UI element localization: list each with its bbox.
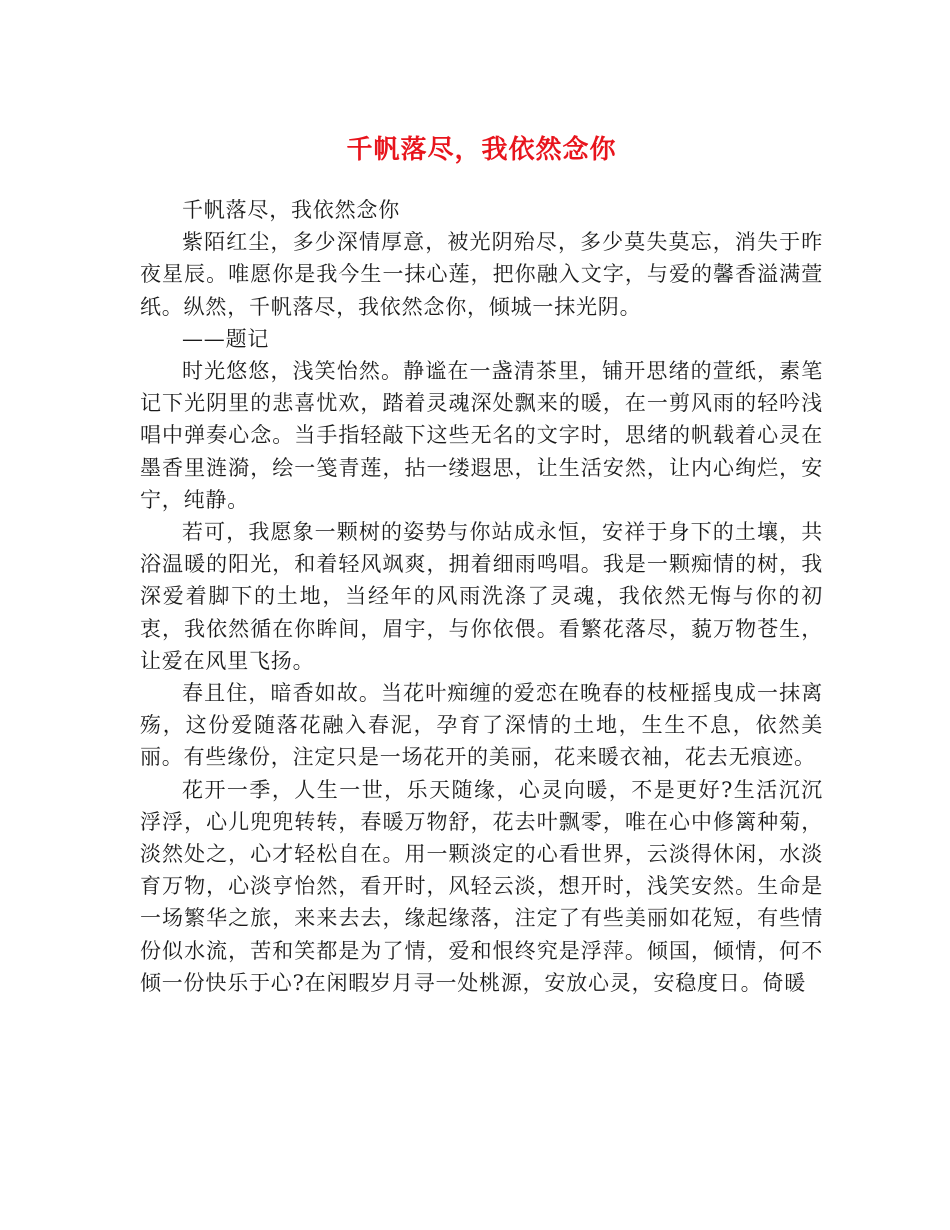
epigraph-signature: ——题记 [182,326,270,351]
subtitle-paragraph: 千帆落尽，我依然念你 [182,198,400,222]
body-paragraph: 花开一季，人生一世，乐天随缘，心灵向暖，不是更好?生活沉沉浮浮，心儿兜兜转转，春暖万物舒，花去叶飘零，唯在心中修篱种菊，淡然处之，心才轻松自在。用一颗淡定的心看世界，云淡得休闲，水淡育万物，心淡亨怡然，看开时，风轻云淡，想开时，浅笑安然。生命是一场繁华之旅，来来去去，缘起缘落，注定了有些美丽如花短，有些情份似水流，苦和笑都是为了情，爱和恨终究是浮萍。倾国，倾情，何不倾一份快乐于心?在闲暇岁月寻一处桃源，安放心灵，安稳度日。倚暖 [140,777,823,995]
intro-paragraph: 紫陌红尘，多少深情厚意，被光阴殆尽，多少莫失莫忘，消失于昨夜星辰。唯愿你是我今生一抹心莲，把你融入文字，与爱的馨香溢满萱纸。纵然，千帆落尽，我依然念你，倾城一抹光阴。 [140,230,823,319]
body-paragraph: 时光悠悠，浅笑怡然。静谧在一盏清茶里，铺开思绪的萱纸，素笔记下光阴里的悲喜忧欢，踏着灵魂深处飘来的暖，在一剪风雨的轻吟浅唱中弹奏心念。当手指轻敲下这些无名的文字时，思绪的帆载着心灵在墨香里涟漪，绘一笺青莲，拈一缕遐思，让生活安然，让内心绚烂，安宁，纯静。 [140,359,823,512]
body-paragraph: 春且住，暗香如故。当花叶痴缠的爱恋在晚春的枝桠摇曳成一抹离殇，这份爱随落花融入春泥，孕育了深情的土地，生生不息，依然美丽。有些缘份，注定只是一场花开的美丽，花来暖衣袖，花去无痕迹。 [140,681,823,770]
document-title: 千帆落尽，我依然念你 [346,135,617,165]
body-paragraph: 若可，我愿象一颗树的姿势与你站成永恒，安祥于身下的土壤，共浴温暖的阳光，和着轻风飒爽，拥着细雨鸣唱。我是一颗痴情的树，我深爱着脚下的土地，当经年的风雨洗涤了灵魂，我依然无悔与你的初衷，我依然循在你眸间，眉宇，与你依偎。看繁花落尽，藐万物苍生，让爱在风里飞扬。 [140,520,823,673]
document-body [140,194,823,999]
document-page [140,130,823,999]
